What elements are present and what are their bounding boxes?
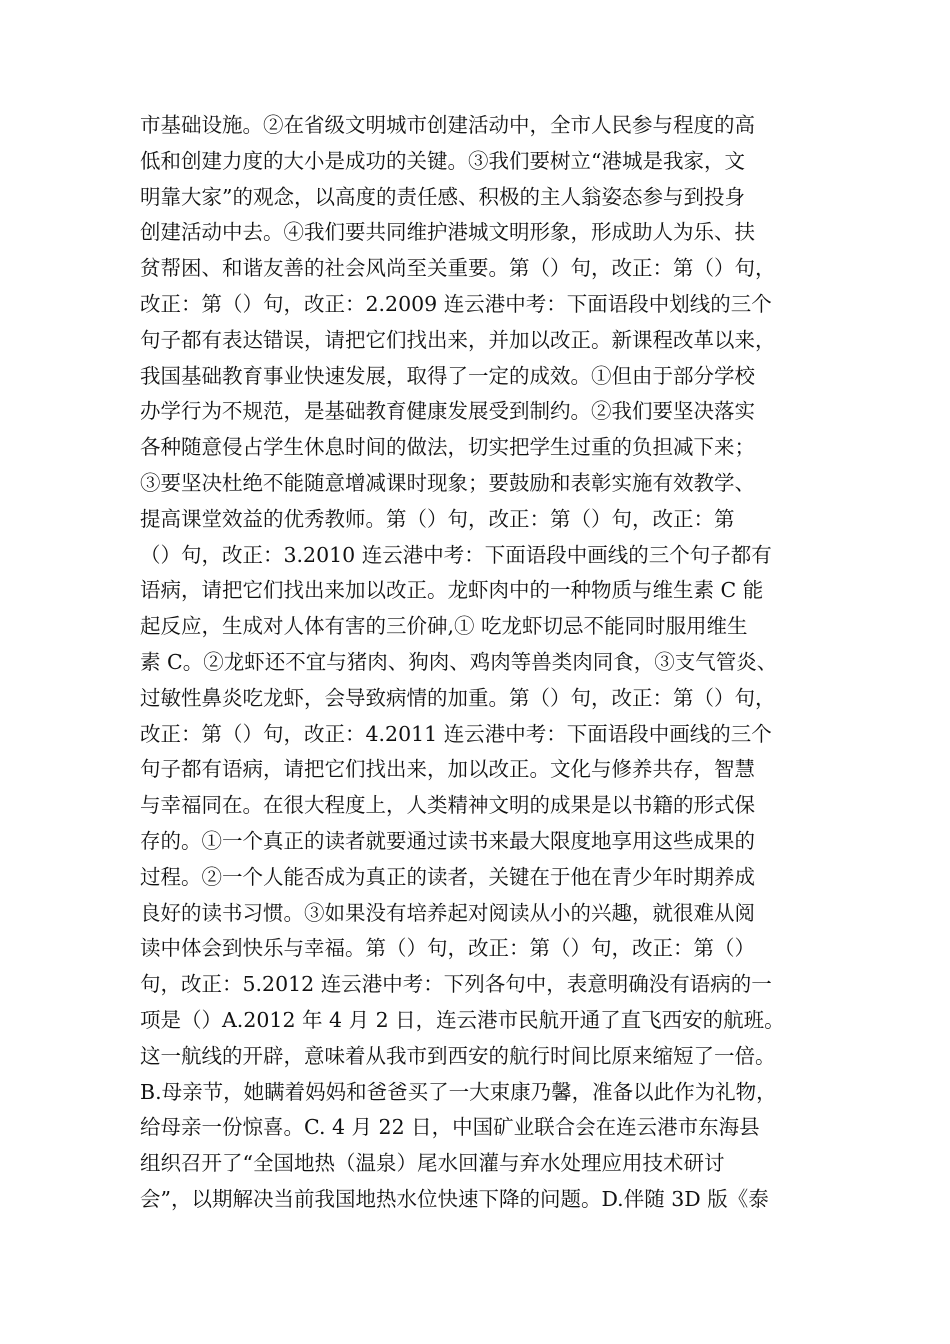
text-line: （）句，改正：3.2010 连云港中考：下面语段中画线的三个句子都有 [140, 542, 772, 567]
text-line: 句子都有表达错误，请把它们找出来，并加以改正。新课程改革以来， [140, 327, 776, 352]
text-line: 低和创建力度的大小是成功的关键。③我们要树立“港城是我家，文 [140, 148, 745, 173]
text-line: ③要坚决杜绝不能随意增减课时现象；要鼓励和表彰实施有效教学、 [140, 470, 755, 495]
text-line: 办学行为不规范，是基础教育健康发展受到制约。②我们要坚决落实 [140, 399, 755, 424]
text-line: 良好的读书习惯。③如果没有培养起对阅读从小的兴趣，就很难从阅 [140, 900, 755, 925]
text-line: 提高课堂效益的优秀教师。第（）句，改正：第（）句，改正：第 [140, 506, 735, 531]
text-line: 贫帮困、和谐友善的社会风尚至关重要。第（）句，改正：第（）句， [140, 256, 776, 281]
body-text [140, 108, 830, 1218]
text-line: 存的。①一个真正的读者就要通过读书来最大限度地享用这些成果的 [140, 828, 755, 853]
text-line: 素 C。②龙虾还不宜与猪肉、狗肉、鸡肉等兽类肉同食，③支气管炎、 [140, 649, 778, 674]
text-line: 改正：第（）句，改正：2.2009 连云港中考：下面语段中划线的三个 [140, 291, 772, 316]
text-line: 这一航线的开辟，意味着从我市到西安的航行时间比原来缩短了一倍。 [140, 1043, 776, 1068]
text-line: 语病，请把它们找出来加以改正。龙虾肉中的一种物质与维生素 C 能 [140, 578, 764, 603]
text-line: 改正：第（）句，改正：4.2011 连云港中考：下面语段中画线的三个 [140, 721, 772, 746]
text-line: B.母亲节，她瞒着妈妈和爸爸买了一大束康乃馨，准备以此作为礼物， [140, 1079, 777, 1104]
text-line: 句子都有语病，请把它们找出来，加以改正。文化与修养共存，智慧 [140, 757, 755, 782]
text-line: 句，改正：5.2012 连云港中考：下列各句中，表意明确没有语病的一 [140, 972, 772, 997]
text-line: 与幸福同在。在很大程度上，人类精神文明的成果是以书籍的形式保 [140, 793, 755, 818]
text-line: 过程。②一个人能否成为真正的读者，关键在于他在青少年时期养成 [140, 864, 755, 889]
text-line: 读中体会到快乐与幸福。第（）句，改正：第（）句，改正：第（） [140, 936, 755, 961]
text-line: 市基础设施。②在省级文明城市创建活动中，全市人民参与程度的高 [140, 113, 755, 137]
text-line: 组织召开了“全国地热（温泉）尾水回灌与弃水处理应用技术研讨 [140, 1151, 725, 1176]
text-line: 项是（）A.2012 年 4 月 2 日，连云港市民航开通了直飞西安的航班。 [140, 1007, 785, 1032]
text-line: 创建活动中去。④我们要共同维护港城文明形象，形成助人为乐、扶 [140, 220, 755, 245]
text-line: 各种随意侵占学生休息时间的做法，切实把学生过重的负担减下来； [140, 435, 755, 460]
text-line: 明靠大家”的观念，以高度的责任感、积极的主人翁姿态参与到投身 [140, 184, 745, 209]
text-line: 给母亲一份惊喜。C. 4 月 22 日，中国矿业联合会在连云港市东海县 [140, 1115, 760, 1140]
text-line: 会”，以期解决当前我国地热水位快速下降的问题。D.伴随 3D 版《泰 [140, 1186, 769, 1211]
text-line: 过敏性鼻炎吃龙虾，会导致病情的加重。第（）句，改正：第（）句， [140, 685, 776, 710]
text-line: 起反应，生成对人体有害的三价砷,① 吃龙虾切忌不能同时服用维生 [140, 614, 748, 639]
text-line: 我国基础教育事业快速发展，取得了一定的成效。①但由于部分学校 [140, 363, 755, 388]
